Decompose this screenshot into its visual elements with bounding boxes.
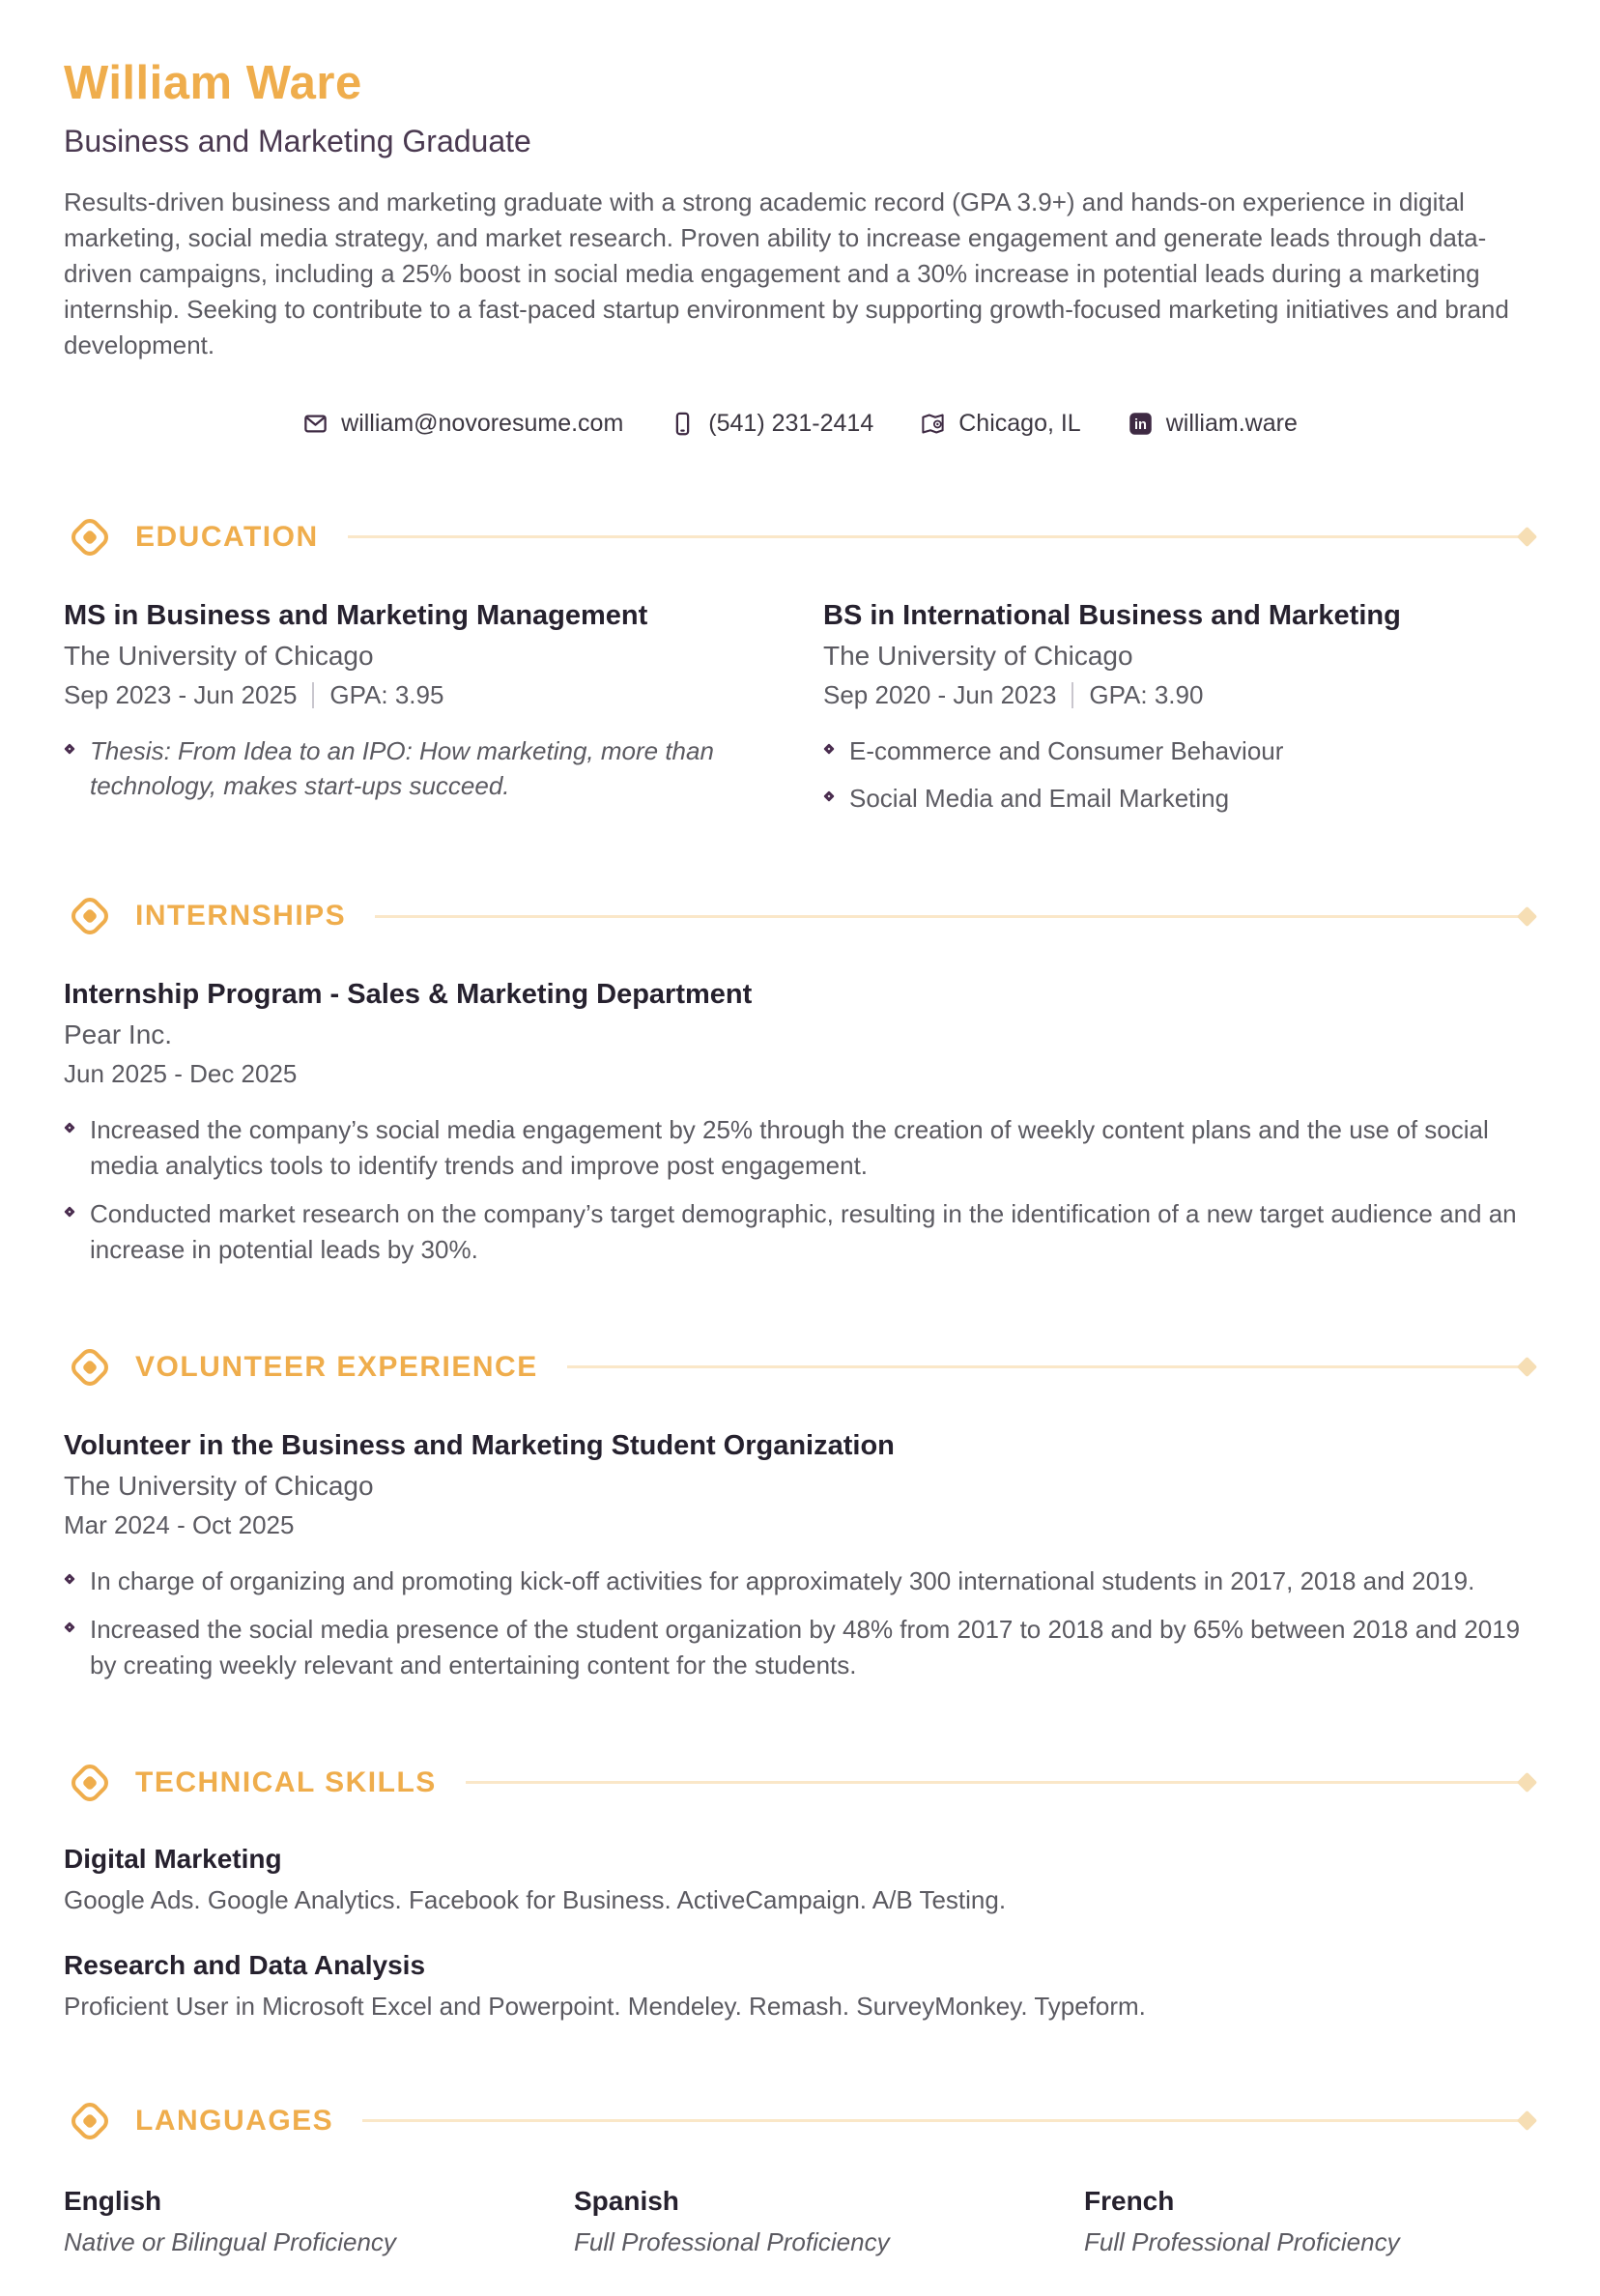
school-name: The University of Chicago <box>64 640 374 671</box>
role-title: Volunteer in the Business and Marketing Student Organization <box>64 1429 895 1461</box>
section-divider-line <box>567 1365 1530 1368</box>
skill-group-items: Proficient User in Microsoft Excel and Powerpoint. Mendeley. Remash. SurveyMonkey. Typeform. <box>64 1991 1146 2021</box>
diamond-bullet-icon <box>64 743 74 754</box>
language-name: French <box>1084 2185 1175 2216</box>
degree-title: BS in International Business and Marketing <box>823 599 1401 631</box>
language-item <box>64 2186 516 2257</box>
organization-name: The University of Chicago <box>64 1470 374 1501</box>
skill-group-items: Google Ads. Google Analytics. Facebook for Business. ActiveCampaign. A/B Testing. <box>64 1884 1007 1914</box>
contact-email-text: william@novoresume.com <box>341 409 624 437</box>
section-internships <box>64 890 1536 1268</box>
bullet-text: Increased the company’s social media engagement by 25% through the creation of weekly content plans and the use of social media analytics tools to identify trends and improve post engagement. <box>90 1115 1489 1181</box>
gpa-value: GPA: 3.90 <box>1089 679 1204 709</box>
entry-dates-row <box>64 1510 1536 1540</box>
diamond-bullet-icon <box>823 791 834 802</box>
language-item <box>1084 2186 1536 2257</box>
language-name: Spanish <box>574 2185 679 2216</box>
education-grid <box>64 600 1536 818</box>
diamond-section-icon <box>64 1341 116 1393</box>
language-level: Full Professional Proficiency <box>1084 2226 1400 2256</box>
date-range: Jun 2025 - Dec 2025 <box>64 1059 298 1089</box>
person-name: William Ware <box>64 57 362 109</box>
section-title: INTERNSHIPS <box>135 900 347 933</box>
list-item <box>64 1564 1536 1599</box>
bullet-list <box>64 1112 1536 1268</box>
language-level: Native or Bilingual Proficiency <box>64 2226 396 2256</box>
contact-phone-text: (541) 231-2414 <box>708 409 874 437</box>
diamond-bullet-icon <box>64 1206 74 1217</box>
contact-linkedin-text: william.ware <box>1165 409 1298 437</box>
skill-group-name: Research and Data Analysis <box>64 1949 426 1980</box>
section-title: VOLUNTEER EXPERIENCE <box>135 1350 538 1383</box>
list-item <box>823 733 1536 769</box>
skill-group <box>64 1950 1536 2022</box>
skill-group <box>64 1844 1536 1915</box>
list-item <box>64 1196 1536 1268</box>
section-divider-line <box>362 2119 1530 2122</box>
school-name: The University of Chicago <box>823 640 1133 671</box>
diamond-bullet-icon <box>64 1123 74 1134</box>
role-title: Internship Program - Sales & Marketing Department <box>64 979 753 1011</box>
diamond-bullet-icon <box>64 1573 74 1584</box>
language-level: Full Professional Proficiency <box>574 2226 890 2256</box>
skill-group-name: Digital Marketing <box>64 1843 282 1874</box>
degree-title: MS in Business and Marketing Management <box>64 599 648 631</box>
list-item <box>64 1112 1536 1184</box>
list-item <box>823 781 1536 817</box>
contact-email[interactable] <box>302 410 623 438</box>
bullet-text: Social Media and Email Marketing <box>849 784 1230 814</box>
section-education-header <box>64 511 1536 563</box>
summary-paragraph: Results-driven business and marketing graduate with a strong academic record (GPA 3.9+) and hands-on experience in digital marketing, social media strategy, and market research. Proven ability to increase engagement and generate leads through data-driven campaigns, including a 25% boost in social media engagement and a 30% increase in potential leads during a marketing internship. Seeking to contribute to a fast-paced startup environment by supporting growth-focused marketing initiatives and brand development. <box>64 187 1509 359</box>
section-education <box>64 511 1536 818</box>
language-name: English <box>64 2185 162 2216</box>
list-item <box>64 1612 1536 1683</box>
entry-dates-row <box>64 680 777 710</box>
section-title: TECHNICAL SKILLS <box>135 1765 437 1798</box>
contact-row <box>64 410 1536 438</box>
contact-phone[interactable] <box>670 410 873 438</box>
bullet-list <box>64 733 777 805</box>
contact-linkedin[interactable] <box>1128 410 1298 438</box>
education-entry <box>64 600 777 818</box>
bullet-text: Conducted market research on the company’s target demographic, resulting in the identification of a new target audience and an increase in potential leads by 30%. <box>90 1199 1517 1265</box>
bullet-list <box>823 733 1536 818</box>
section-divider-line <box>375 915 1530 918</box>
contact-location-text: Chicago, IL <box>958 409 1081 437</box>
date-range: Sep 2020 - Jun 2023 <box>823 679 1057 709</box>
languages-grid <box>64 2186 1536 2257</box>
section-divider-line <box>466 1781 1530 1784</box>
company-name: Pear Inc. <box>64 1019 173 1050</box>
diamond-bullet-icon <box>823 743 834 754</box>
contact-location[interactable] <box>920 410 1080 438</box>
section-languages <box>64 2095 1536 2257</box>
date-range: Sep 2023 - Jun 2025 <box>64 679 298 709</box>
date-gpa-separator <box>312 682 314 708</box>
bullet-text: E-commerce and Consumer Behaviour <box>849 735 1284 765</box>
bullet-text: Increased the social media presence of the student organization by 48% from 2017 to 2018 and by 65% between 2018 and 2019 by creating weekly relevant and entertaining content for the students. <box>90 1614 1521 1679</box>
section-volunteer-header <box>64 1341 1536 1393</box>
section-volunteer <box>64 1341 1536 1683</box>
bullet-text: Thesis: From Idea to an IPO: How marketing, more than technology, makes start-ups succeed. <box>90 735 714 801</box>
section-title: EDUCATION <box>135 520 319 553</box>
map-pin-icon <box>920 411 946 437</box>
diamond-bullet-icon <box>64 1622 74 1632</box>
envelope-icon <box>302 411 329 437</box>
phone-icon <box>670 411 696 437</box>
entry-dates-row <box>64 1059 1536 1089</box>
list-item <box>64 733 777 805</box>
gpa-value: GPA: 3.95 <box>329 679 444 709</box>
section-internships-header <box>64 890 1536 942</box>
bullet-list <box>64 1564 1536 1683</box>
entry-dates-row <box>823 680 1536 710</box>
section-languages-header <box>64 2095 1536 2147</box>
section-divider-line <box>348 535 1530 538</box>
diamond-section-icon <box>64 2095 116 2147</box>
svg-text:in: in <box>1133 416 1147 433</box>
education-entry <box>823 600 1536 818</box>
diamond-section-icon <box>64 890 116 942</box>
section-skills-header <box>64 1757 1536 1809</box>
date-range: Mar 2024 - Oct 2025 <box>64 1509 295 1539</box>
section-title: LANGUAGES <box>135 2104 334 2137</box>
date-gpa-separator <box>1071 682 1073 708</box>
language-item <box>574 2186 1026 2257</box>
bullet-text: In charge of organizing and promoting kick-off activities for approximately 300 international students in 2017, 2018 and 2019. <box>90 1565 1475 1595</box>
internship-entry <box>64 979 1536 1268</box>
person-job-title: Business and Marketing Graduate <box>64 124 531 158</box>
diamond-section-icon <box>64 1757 116 1809</box>
section-technical-skills <box>64 1757 1536 2022</box>
diamond-section-icon <box>64 511 116 563</box>
volunteer-entry <box>64 1430 1536 1683</box>
linkedin-icon <box>1128 411 1154 437</box>
